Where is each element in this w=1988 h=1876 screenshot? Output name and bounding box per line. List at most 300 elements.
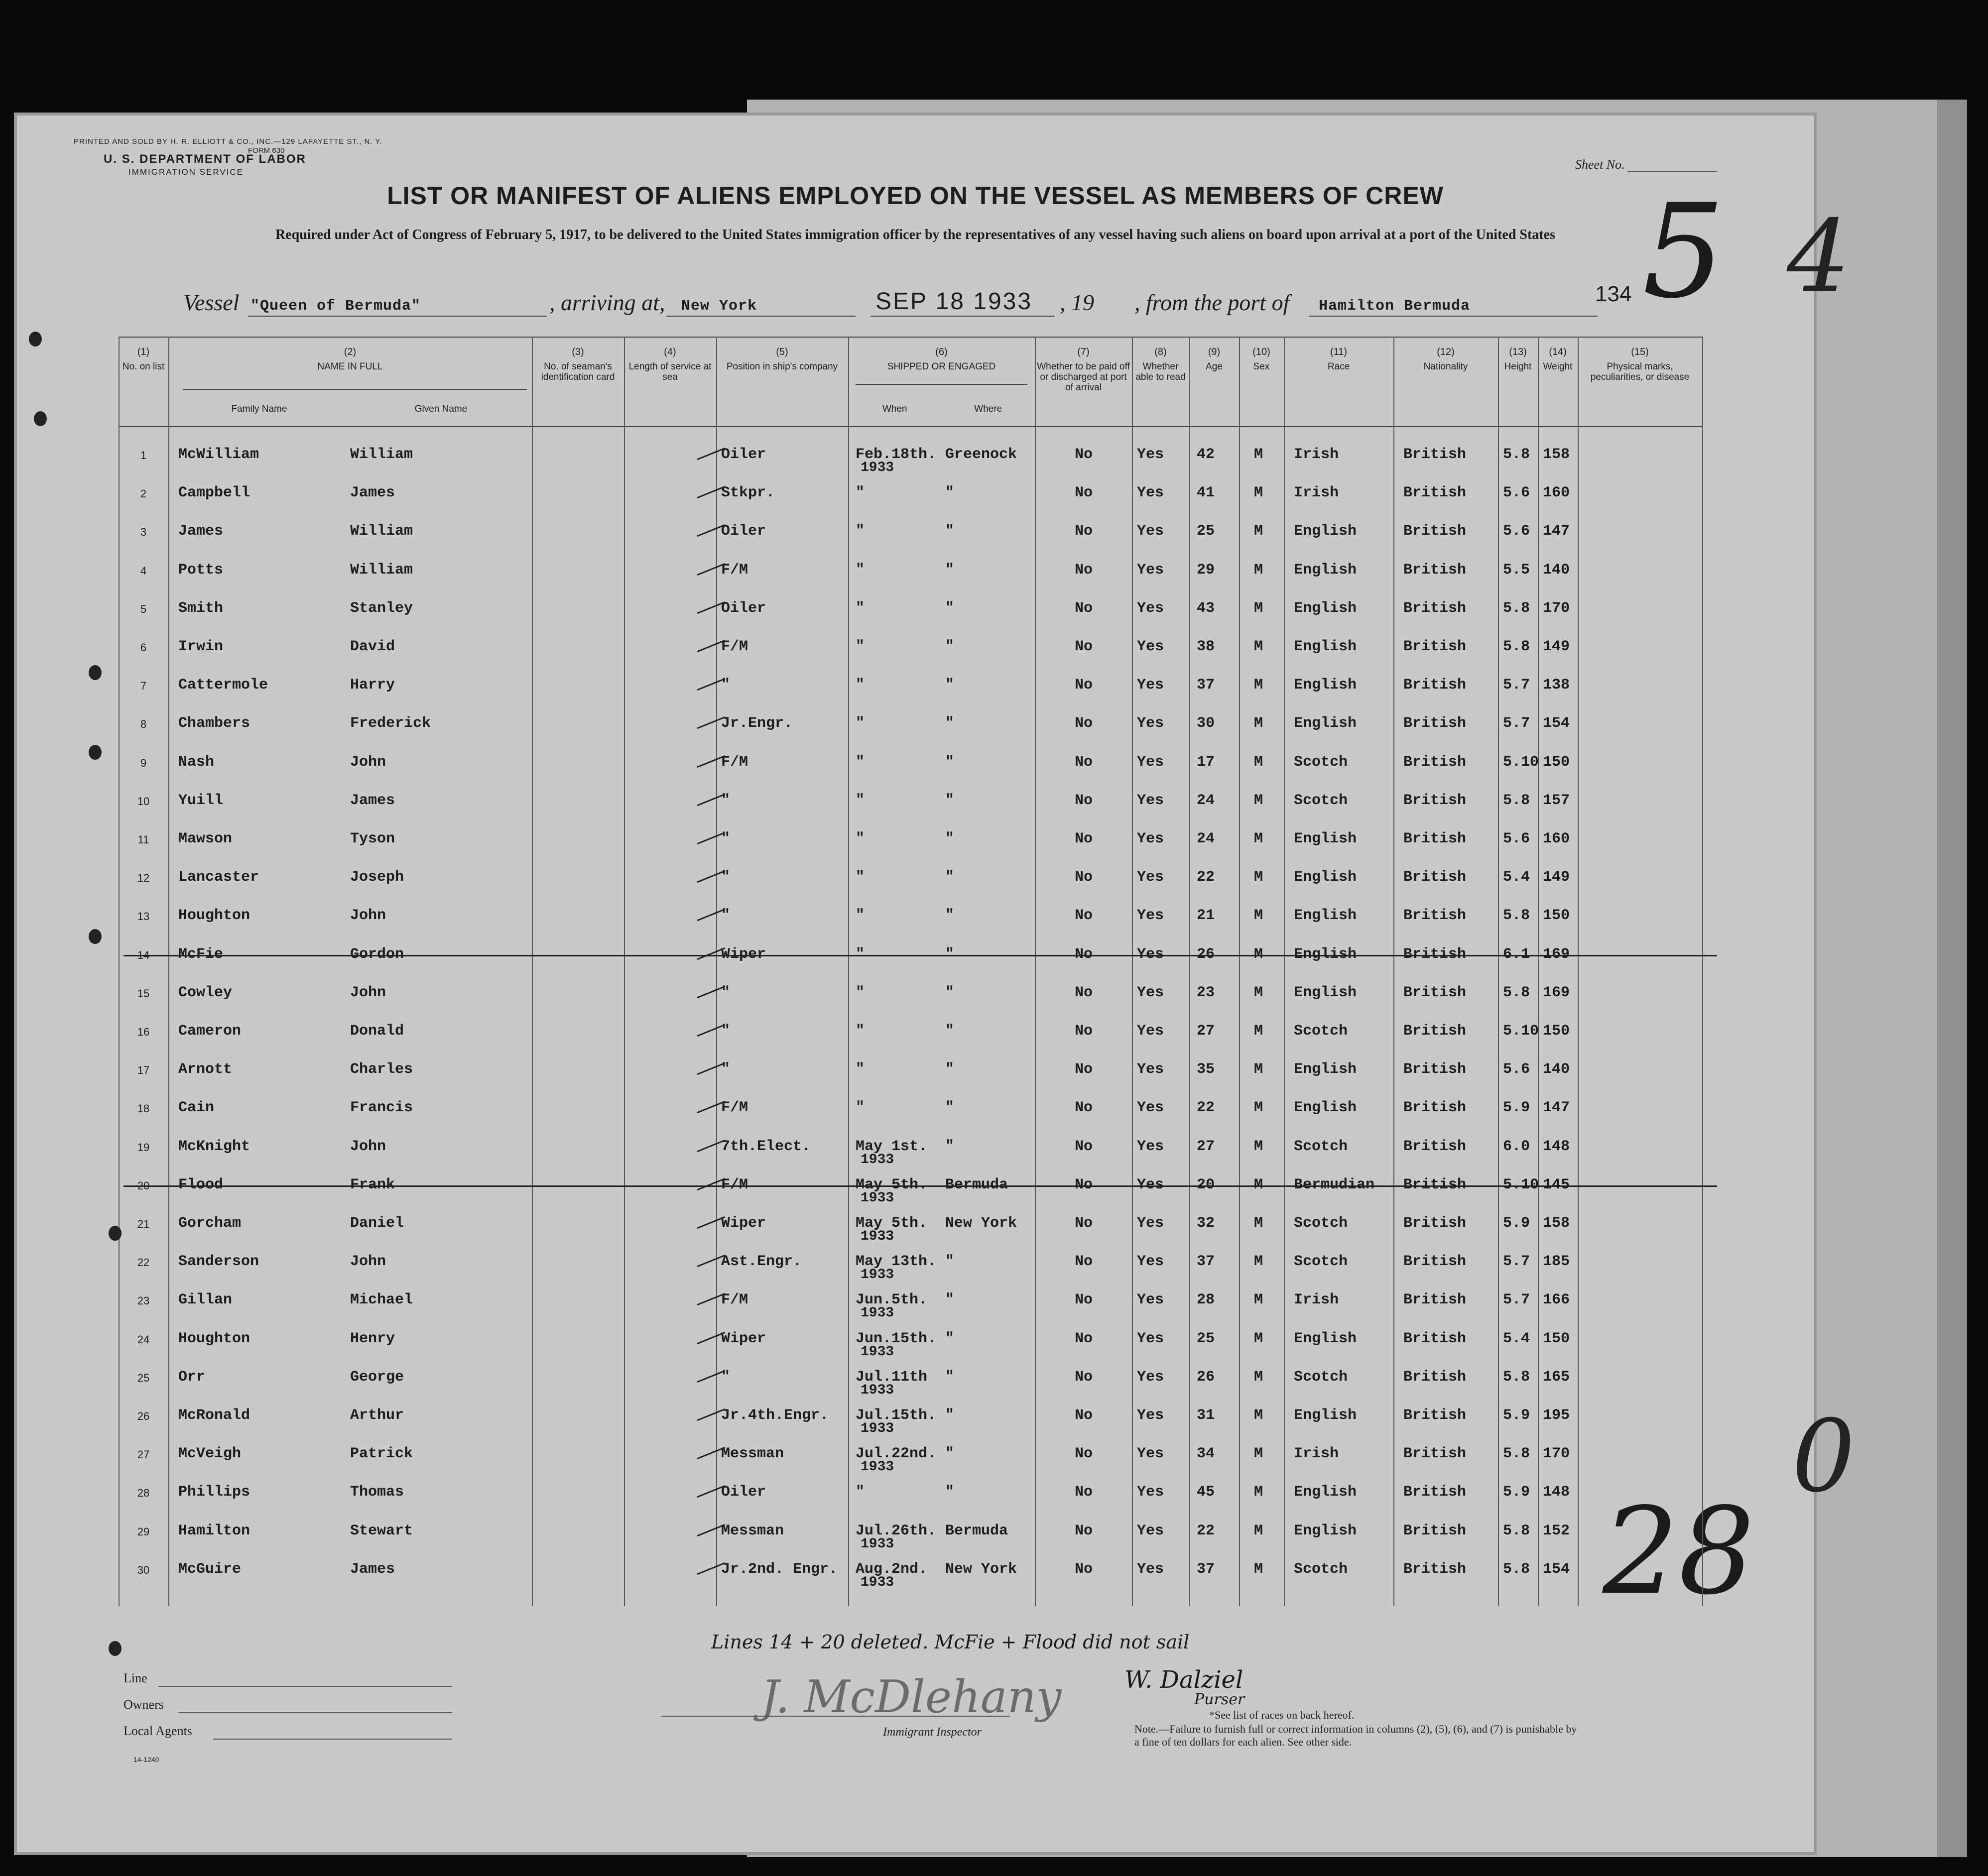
cell-paid: No — [1075, 561, 1093, 579]
table-row — [14, 715, 1817, 754]
table-row — [14, 1330, 1817, 1369]
handwritten-sheet-number: 5 — [1642, 177, 1725, 327]
cell-paid: No — [1075, 753, 1093, 771]
cell-where: " — [945, 1138, 955, 1155]
arriving-port: New York — [681, 298, 757, 315]
cell-where: " — [945, 1291, 955, 1309]
cell-when: May 5th. — [856, 1176, 928, 1193]
cell-read: Yes — [1137, 1522, 1164, 1539]
cell-no: 1 — [140, 449, 147, 462]
cell-age: 25 — [1197, 1330, 1215, 1347]
cell-when: Jul.11th — [856, 1368, 928, 1386]
cell-age: 17 — [1197, 753, 1215, 771]
cell-position: Ast.Engr. — [721, 1253, 802, 1271]
reference-number: 134 — [1595, 282, 1632, 306]
column-header: Height — [1504, 361, 1532, 372]
cell-weight: 154 — [1543, 1560, 1570, 1578]
cell-age: 26 — [1197, 945, 1215, 963]
requirement-text: Required under Act of Congress of February 5, 1917, to be delivered to the United States immigration officer by the representatives of any vessel having such aliens on board upon arrival at a port of the United States — [275, 227, 1555, 242]
cell-where: " — [945, 753, 955, 771]
vessel-label: Vessel — [183, 290, 240, 315]
cell-nat: British — [1403, 599, 1467, 617]
manifest-title: LIST OR MANIFEST OF ALIENS EMPLOYED ON THE VESSEL AS MEMBERS OF CREW — [387, 182, 1444, 210]
cell-when: " — [856, 984, 865, 1001]
cell-age: 43 — [1197, 599, 1215, 617]
cell-height: 5.9 — [1503, 1099, 1530, 1117]
cell-race: English — [1294, 1099, 1357, 1117]
cell-weight: 170 — [1543, 599, 1570, 617]
cell-weight: 170 — [1543, 1445, 1570, 1463]
column-number: (15) — [1631, 347, 1649, 357]
column-header: Position in ship's company — [726, 361, 838, 372]
cell-no: 19 — [137, 1141, 150, 1154]
cell-nat: British — [1403, 1407, 1467, 1424]
cell-given: William — [350, 446, 413, 463]
cell-no: 16 — [137, 1026, 150, 1038]
cell-when: " — [856, 1099, 865, 1117]
cell-paid: No — [1075, 523, 1093, 540]
cell-where: " — [945, 792, 955, 809]
cell-given: Frederick — [350, 715, 431, 732]
table-row — [14, 523, 1817, 562]
cell-when-year: 1933 — [861, 1536, 894, 1552]
punch-hole — [29, 332, 42, 347]
cell-race: Scotch — [1294, 792, 1348, 809]
column-number: (10) — [1252, 347, 1270, 357]
cell-when: " — [856, 523, 865, 540]
cell-no: 27 — [137, 1448, 150, 1461]
cell-family: Mawson — [178, 830, 233, 847]
cell-where: " — [945, 830, 955, 847]
cell-sex: M — [1254, 753, 1263, 771]
cell-height: 5.10 — [1503, 1176, 1539, 1193]
cell-paid: No — [1075, 1330, 1093, 1347]
cell-when: " — [856, 907, 865, 925]
cell-read: Yes — [1137, 1445, 1164, 1463]
printer-line: PRINTED AND SOLD BY H. R. ELLIOTT & CO., INC.—129 LAFAYETTE ST., N. Y. — [74, 137, 382, 146]
cell-age: 22 — [1197, 869, 1215, 886]
cell-where: " — [945, 1407, 955, 1424]
table-row — [14, 1099, 1817, 1138]
cell-read: Yes — [1137, 561, 1164, 579]
cell-height: 5.6 — [1503, 1061, 1530, 1078]
cell-no: 4 — [140, 564, 147, 577]
cell-read: Yes — [1137, 1253, 1164, 1271]
cell-paid: No — [1075, 1023, 1093, 1040]
cell-sex: M — [1254, 792, 1263, 809]
cell-position: " — [721, 984, 731, 1001]
cell-age: 37 — [1197, 1253, 1215, 1271]
cell-nat: British — [1403, 1484, 1467, 1501]
cell-family: Houghton — [178, 907, 250, 925]
column-header: Nationality — [1423, 361, 1468, 372]
cell-position: F/M — [721, 561, 748, 579]
cell-sex: M — [1254, 1368, 1263, 1386]
cell-where: Bermuda — [945, 1176, 1008, 1193]
sheet-number-label: Sheet No. — [1575, 157, 1625, 172]
cell-sex: M — [1254, 638, 1263, 655]
cell-family: Irwin — [178, 638, 224, 655]
cell-position: Wiper — [721, 1215, 766, 1232]
cell-read: Yes — [1137, 677, 1164, 694]
cell-age: 27 — [1197, 1138, 1215, 1155]
form-code: 14-1240 — [133, 1756, 159, 1763]
cell-paid: No — [1075, 1099, 1093, 1117]
cell-when: Jul.22nd. — [856, 1445, 937, 1463]
cell-position: Jr.Engr. — [721, 715, 793, 732]
cell-no: 11 — [137, 833, 149, 846]
column-number: (7) — [1077, 347, 1090, 357]
cell-read: Yes — [1137, 945, 1164, 963]
manifest-page — [14, 113, 1856, 1855]
cell-given: John — [350, 1253, 386, 1271]
cell-when: Jun.15th. — [856, 1330, 937, 1347]
cell-age: 37 — [1197, 677, 1215, 694]
cell-family: Houghton — [178, 1330, 250, 1347]
cell-weight: 195 — [1543, 1407, 1570, 1424]
cell-paid: No — [1075, 1484, 1093, 1501]
cell-read: Yes — [1137, 1176, 1164, 1193]
cell-when: " — [856, 561, 865, 579]
cell-nat: British — [1403, 1176, 1467, 1193]
cell-no: 12 — [137, 872, 150, 885]
cell-when-year: 1933 — [861, 1382, 894, 1398]
column-subheader: Where — [974, 404, 1002, 414]
cell-height: 5.7 — [1503, 1291, 1530, 1309]
cell-read: Yes — [1137, 523, 1164, 540]
table-row — [14, 1215, 1817, 1254]
cell-given: John — [350, 753, 386, 771]
cell-when: Jul.26th. — [856, 1522, 937, 1539]
cell-sex: M — [1254, 561, 1263, 579]
cell-weight: 138 — [1543, 677, 1570, 694]
cell-sex: M — [1254, 1445, 1263, 1463]
cell-weight: 154 — [1543, 715, 1570, 732]
cell-race: English — [1294, 599, 1357, 617]
cell-position: " — [721, 869, 731, 886]
cell-position: F/M — [721, 1291, 748, 1309]
cell-given: Daniel — [350, 1215, 404, 1232]
cell-position: Jr.4th.Engr. — [721, 1407, 829, 1424]
cell-nat: British — [1403, 715, 1467, 732]
cell-weight: 148 — [1543, 1138, 1570, 1155]
cell-weight: 149 — [1543, 869, 1570, 886]
table-row — [14, 1484, 1817, 1523]
cell-family: McGuire — [178, 1560, 242, 1578]
cell-position: Oiler — [721, 1484, 766, 1501]
cell-family: Gillan — [178, 1291, 233, 1309]
cell-family: Cameron — [178, 1023, 242, 1040]
cell-given: Joseph — [350, 869, 404, 886]
cell-sex: M — [1254, 1138, 1263, 1155]
arrival-date-stamp: SEP 18 1933 — [875, 288, 1033, 315]
cell-where: " — [945, 1253, 955, 1271]
cell-nat: British — [1403, 1368, 1467, 1386]
cell-when: Aug.2nd. — [856, 1560, 928, 1578]
cell-nat: British — [1403, 561, 1467, 579]
penalty-note: Note.—Failure to furnish full or correct information in columns (2), (5), (6), and (7) is punishable by a fine of ten dollars for each alien. See other side. — [1134, 1723, 1577, 1748]
column-number: (3) — [572, 347, 584, 357]
table-row — [14, 792, 1817, 831]
cell-family: Hamilton — [178, 1522, 250, 1539]
cell-height: 5.8 — [1503, 1445, 1530, 1463]
cell-given: Stanley — [350, 599, 413, 617]
cell-when-year: 1933 — [861, 460, 894, 475]
cell-age: 32 — [1197, 1215, 1215, 1232]
purser-title: Purser — [1194, 1691, 1245, 1708]
cell-paid: No — [1075, 1407, 1093, 1424]
cell-paid: No — [1075, 1445, 1093, 1463]
cell-height: 6.0 — [1503, 1138, 1530, 1155]
cell-height: 5.4 — [1503, 869, 1530, 886]
cell-family: McWilliam — [178, 446, 259, 463]
cell-height: 5.8 — [1503, 1522, 1530, 1539]
table-row — [14, 1138, 1817, 1177]
column-header: No. of seaman's identification card — [541, 361, 615, 382]
cell-age: 21 — [1197, 907, 1215, 925]
cell-when: " — [856, 484, 865, 502]
cell-nat: British — [1403, 446, 1467, 463]
cell-paid: No — [1075, 1176, 1093, 1193]
cell-age: 41 — [1197, 484, 1215, 502]
cell-age: 42 — [1197, 446, 1215, 463]
column-header: NAME IN FULL — [317, 361, 383, 372]
cell-when-year: 1933 — [861, 1459, 894, 1475]
cell-given: David — [350, 638, 395, 655]
deletion-note: Lines 14 + 20 deleted. McFie + Flood did not sail — [711, 1631, 1190, 1653]
cell-given: Gordon — [350, 945, 404, 963]
cell-family: James — [178, 523, 224, 540]
cell-where: " — [945, 1023, 955, 1040]
cell-when-year: 1933 — [861, 1267, 894, 1283]
cell-family: Cain — [178, 1099, 215, 1117]
cell-when: " — [856, 1484, 865, 1501]
cell-weight: 158 — [1543, 1215, 1570, 1232]
cell-age: 26 — [1197, 1368, 1215, 1386]
cell-nat: British — [1403, 984, 1467, 1001]
cell-family: Phillips — [178, 1484, 250, 1501]
cell-no: 2 — [140, 487, 147, 500]
cell-where: " — [945, 561, 955, 579]
cell-weight: 169 — [1543, 945, 1570, 963]
cell-family: McRonald — [178, 1407, 250, 1424]
cell-race: Irish — [1294, 446, 1339, 463]
cell-family: Lancaster — [178, 869, 259, 886]
cell-where: New York — [945, 1215, 1017, 1232]
cell-height: 5.8 — [1503, 1560, 1530, 1578]
cell-where: " — [945, 907, 955, 925]
cell-race: English — [1294, 677, 1357, 694]
cell-age: 28 — [1197, 1291, 1215, 1309]
cell-paid: No — [1075, 1215, 1093, 1232]
cell-read: Yes — [1137, 715, 1164, 732]
cell-family: McFie — [178, 945, 224, 963]
cell-height: 5.7 — [1503, 1253, 1530, 1271]
column-header: Weight — [1543, 361, 1573, 372]
cell-race: English — [1294, 715, 1357, 732]
cell-paid: No — [1075, 792, 1093, 809]
table-row — [14, 1561, 1817, 1600]
cell-height: 5.8 — [1503, 792, 1530, 809]
table-row — [14, 562, 1817, 600]
cell-nat: British — [1403, 484, 1467, 502]
cell-given: William — [350, 523, 413, 540]
cell-race: Scotch — [1294, 753, 1348, 771]
cell-height: 5.10 — [1503, 1023, 1539, 1040]
cell-given: Tyson — [350, 830, 395, 847]
cell-race: English — [1294, 638, 1357, 655]
table-row — [14, 1023, 1817, 1061]
column-number: (1) — [137, 347, 150, 357]
cell-where: " — [945, 945, 955, 963]
cell-position: 7th.Elect. — [721, 1138, 811, 1155]
cell-no: 15 — [137, 987, 150, 1000]
cell-paid: No — [1075, 1138, 1093, 1155]
column-subheader: When — [882, 404, 907, 414]
cell-race: Scotch — [1294, 1023, 1348, 1040]
cell-given: Charles — [350, 1061, 413, 1078]
cell-no: 13 — [137, 910, 150, 923]
column-header: Physical marks, peculiarities, or disease — [1590, 361, 1690, 382]
cell-read: Yes — [1137, 1560, 1164, 1578]
cell-no: 7 — [140, 680, 147, 693]
cell-age: 30 — [1197, 715, 1215, 732]
column-number: (4) — [664, 347, 676, 357]
cell-nat: British — [1403, 1291, 1467, 1309]
cell-given: George — [350, 1368, 404, 1386]
cell-sex: M — [1254, 484, 1263, 502]
cell-when: " — [856, 753, 865, 771]
cell-nat: British — [1403, 1215, 1467, 1232]
table-row — [14, 1061, 1817, 1100]
cell-paid: No — [1075, 1560, 1093, 1578]
cell-weight: 148 — [1543, 1484, 1570, 1501]
cell-nat: British — [1403, 1099, 1467, 1117]
cell-height: 6.1 — [1503, 945, 1530, 963]
cell-weight: 160 — [1543, 484, 1570, 502]
cell-position: Jr.2nd. Engr. — [721, 1560, 838, 1578]
table-row — [14, 677, 1817, 715]
table-row — [14, 1523, 1817, 1561]
cell-height: 5.8 — [1503, 446, 1530, 463]
cell-age: 23 — [1197, 984, 1215, 1001]
cell-height: 5.8 — [1503, 984, 1530, 1001]
cell-position: Oiler — [721, 523, 766, 540]
cell-when: May 5th. — [856, 1215, 928, 1232]
cell-sex: M — [1254, 1407, 1263, 1424]
cell-paid: No — [1075, 484, 1093, 502]
cell-position: Stkpr. — [721, 484, 775, 502]
cell-age: 37 — [1197, 1560, 1215, 1578]
cell-no: 20 — [137, 1179, 150, 1192]
cell-nat: British — [1403, 1560, 1467, 1578]
table-row — [14, 638, 1817, 677]
cell-when-year: 1933 — [861, 1574, 894, 1590]
cell-when: " — [856, 677, 865, 694]
handwritten-margin-number: 4 — [1787, 199, 1851, 315]
cell-age: 24 — [1197, 792, 1215, 809]
cell-when-year: 1933 — [861, 1421, 894, 1436]
cell-no: 9 — [140, 756, 147, 769]
cell-race: English — [1294, 1061, 1357, 1078]
cell-age: 20 — [1197, 1176, 1215, 1193]
cell-height: 5.7 — [1503, 715, 1530, 732]
cell-race: Irish — [1294, 484, 1339, 502]
cell-paid: No — [1075, 984, 1093, 1001]
inspector-signature: J. McDlehany — [761, 1671, 1062, 1723]
cell-weight: 185 — [1543, 1253, 1570, 1271]
cell-where: " — [945, 1061, 955, 1078]
cell-position: Oiler — [721, 599, 766, 617]
cell-where: " — [945, 484, 955, 502]
cell-race: Scotch — [1294, 1138, 1348, 1155]
line-label: Line — [124, 1671, 147, 1685]
cell-read: Yes — [1137, 1061, 1164, 1078]
cell-read: Yes — [1137, 1407, 1164, 1424]
cell-height: 5.8 — [1503, 599, 1530, 617]
cell-weight: 145 — [1543, 1176, 1570, 1193]
cell-read: Yes — [1137, 1330, 1164, 1347]
column-number: (12) — [1437, 347, 1455, 357]
year-label: , 19 — [1060, 290, 1094, 315]
cell-paid: No — [1075, 945, 1093, 963]
cell-read: Yes — [1137, 1484, 1164, 1501]
cell-race: Scotch — [1294, 1215, 1348, 1232]
cell-nat: British — [1403, 945, 1467, 963]
cell-family: Nash — [178, 753, 215, 771]
column-header: Sex — [1253, 361, 1270, 372]
table-row — [14, 600, 1817, 639]
table-row — [14, 907, 1817, 946]
cell-sex: M — [1254, 1253, 1263, 1271]
cell-family: Chambers — [178, 715, 250, 732]
cell-age: 25 — [1197, 523, 1215, 540]
cell-race: Irish — [1294, 1445, 1339, 1463]
cell-family: Potts — [178, 561, 224, 579]
deletion-strike — [124, 1185, 1717, 1187]
service-name: IMMIGRATION SERVICE — [128, 167, 244, 177]
cell-position: Messman — [721, 1445, 784, 1463]
punch-hole — [34, 411, 47, 426]
table-row — [14, 946, 1817, 985]
cell-race: English — [1294, 907, 1357, 925]
cell-when: Feb.18th. — [856, 446, 937, 463]
cell-nat: British — [1403, 1445, 1467, 1463]
cell-age: 45 — [1197, 1484, 1215, 1501]
cell-paid: No — [1075, 1253, 1093, 1271]
cell-no: 30 — [137, 1563, 150, 1576]
cell-age: 38 — [1197, 638, 1215, 655]
local-agents-label: Local Agents — [124, 1724, 192, 1738]
cell-when-year: 1933 — [861, 1305, 894, 1321]
cell-weight: 152 — [1543, 1522, 1570, 1539]
cell-when: " — [856, 638, 865, 655]
cell-position: " — [721, 677, 731, 694]
cell-age: 24 — [1197, 830, 1215, 847]
cell-position: Wiper — [721, 945, 766, 963]
cell-age: 29 — [1197, 561, 1215, 579]
cell-family: Sanderson — [178, 1253, 259, 1271]
table-row — [14, 1176, 1817, 1215]
cell-no: 22 — [137, 1256, 150, 1269]
cell-height: 5.7 — [1503, 677, 1530, 694]
handwritten-crew-count: 28 — [1603, 1482, 1755, 1621]
cell-weight: 150 — [1543, 1330, 1570, 1347]
cell-nat: British — [1403, 869, 1467, 886]
cell-height: 5.9 — [1503, 1407, 1530, 1424]
cell-no: 21 — [137, 1218, 150, 1230]
cell-position: F/M — [721, 1176, 748, 1193]
